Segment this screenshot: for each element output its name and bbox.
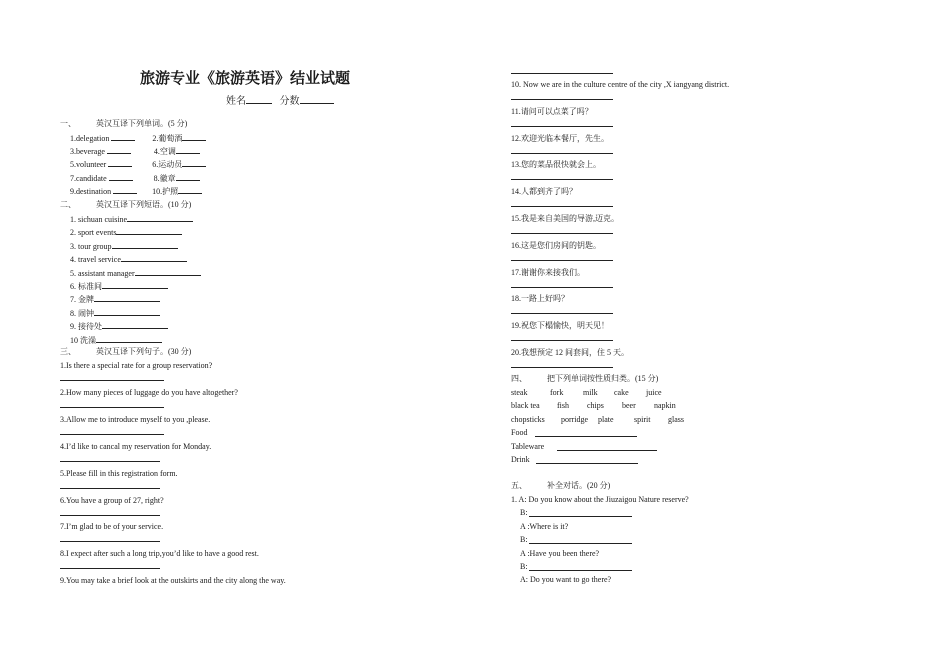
word-item: 9.destination xyxy=(70,187,112,196)
sentence-item: 3.Allow me to introduce myself to you ,please. xyxy=(60,414,211,424)
phrase-blank[interactable] xyxy=(121,253,187,262)
phrase-item: 7. 金牌 xyxy=(70,295,94,305)
category-blank[interactable] xyxy=(557,450,657,451)
sentence-item: 5.Please fill in this registration form. xyxy=(60,468,178,478)
bank-word: cake xyxy=(614,388,629,397)
dialogue-line: A :Have you been there? xyxy=(520,548,600,558)
category-blank[interactable] xyxy=(535,436,637,437)
answer-line[interactable] xyxy=(60,380,164,381)
sentence-item: 10. Now we are in the culture centre of the city ,X iangyang district. xyxy=(511,80,730,89)
sentence-item: 16.这是您们房间的钥匙。 xyxy=(511,240,601,250)
word-blank[interactable] xyxy=(176,172,200,181)
phrase-blank[interactable] xyxy=(96,334,162,343)
phrase-blank[interactable] xyxy=(102,280,168,289)
dialogue-blank[interactable] xyxy=(529,516,632,517)
phrase-item: 4. travel service xyxy=(70,255,121,265)
bank-word: fork xyxy=(550,388,564,397)
word-item: 6.运动员 xyxy=(152,160,183,169)
phrase-item: 1. sichuan cuisine xyxy=(70,215,128,224)
name-blank[interactable] xyxy=(246,94,272,104)
dialogue-line: A :Where is it? xyxy=(520,521,569,531)
bank-word: napkin xyxy=(654,401,676,410)
sentence-item: 6.You have a group of 27, right? xyxy=(60,495,164,505)
answer-line[interactable] xyxy=(60,515,160,516)
word-pair-row xyxy=(70,158,206,170)
bank-word: juice xyxy=(646,388,662,397)
phrase-row xyxy=(70,253,187,264)
category-blank[interactable] xyxy=(536,463,638,464)
sentence-item: 4.I’d like to cancal my reservation for Monday. xyxy=(60,441,212,451)
word-blank[interactable] xyxy=(111,132,135,141)
category-label: Drink xyxy=(511,455,530,464)
category-label: Tableware xyxy=(511,442,545,451)
bank-word: milk xyxy=(583,388,598,397)
answer-line[interactable] xyxy=(511,287,613,288)
word-blank[interactable] xyxy=(108,158,132,167)
phrase-row xyxy=(70,240,178,251)
section-4-heading: 四、 把下列单词按性质归类。(15 分) xyxy=(511,374,659,383)
answer-line[interactable] xyxy=(511,99,613,100)
phrase-item: 5. assistant manager xyxy=(70,268,135,278)
word-blank[interactable] xyxy=(178,185,202,194)
sentence-item: 9.You may take a brief look at the outskirts and the city along the way. xyxy=(60,576,286,586)
sentence-item: 1.Is there a special rate for a group reservation? xyxy=(60,361,213,370)
answer-line[interactable] xyxy=(60,488,160,489)
word-item: 2.葡萄酒 xyxy=(152,134,183,143)
sentence-item: 19.祝您下榻愉快，明天见！ xyxy=(511,321,609,331)
sentence-item: 18.一路上好吗？ xyxy=(511,294,569,304)
word-blank[interactable] xyxy=(109,172,133,181)
phrase-blank[interactable] xyxy=(135,267,201,276)
phrase-row xyxy=(70,320,168,332)
sentence-item: 11.请问可以点菜了吗？ xyxy=(511,106,593,116)
word-item: 1.delegation xyxy=(70,134,110,143)
phrase-row xyxy=(70,280,168,292)
bank-word: beer xyxy=(622,401,636,410)
phrase-blank[interactable] xyxy=(116,226,182,235)
answer-line[interactable] xyxy=(511,260,613,261)
word-item: 10.护照 xyxy=(152,187,179,196)
word-blank[interactable] xyxy=(107,145,131,154)
bank-word: spirit xyxy=(634,415,651,424)
sentence-item: 14.人都到齐了吗？ xyxy=(511,187,577,197)
word-pair-row xyxy=(70,145,200,157)
bank-word: plate xyxy=(598,415,614,424)
sentence-item: 15.我是来自美国的导游,迈克。 xyxy=(511,214,619,223)
word-blank[interactable] xyxy=(182,158,206,167)
sentence-item: 17.谢谢你来接我们。 xyxy=(511,267,585,277)
word-item: 8.徽章 xyxy=(153,174,176,183)
bank-word: chopsticks xyxy=(511,415,545,424)
answer-line[interactable] xyxy=(60,434,164,435)
word-pair-row xyxy=(70,132,206,144)
answer-line[interactable] xyxy=(511,367,613,368)
phrase-blank[interactable] xyxy=(127,213,193,222)
answer-line[interactable] xyxy=(60,541,160,542)
answer-line[interactable] xyxy=(511,73,613,74)
answer-line[interactable] xyxy=(60,407,164,408)
dialogue-line: 1. A: Do you know about the Jiuzaigou Nature reserve? xyxy=(511,495,689,504)
exam-title: 旅游专业《旅游英语》结业试题 xyxy=(140,69,351,87)
phrase-item: 3. tour group xyxy=(70,241,112,251)
word-item: 7.candidate xyxy=(70,174,107,183)
phrase-row xyxy=(70,213,193,224)
phrase-blank[interactable] xyxy=(112,240,178,249)
category-label: Food xyxy=(511,428,528,437)
sentence-item: 20.我想预定 12 间套间，住 5 天。 xyxy=(511,348,629,357)
bank-word: chips xyxy=(587,401,604,410)
bank-word: steak xyxy=(511,388,528,397)
sentence-item: 2.How many pieces of luggage do you have altogether? xyxy=(60,387,238,397)
bank-word: glass xyxy=(668,415,684,424)
word-item: 4.空调 xyxy=(153,147,176,156)
word-item: 3.beverage xyxy=(70,147,105,156)
phrase-row xyxy=(70,307,160,319)
phrase-row xyxy=(70,293,160,305)
phrase-row xyxy=(70,334,162,346)
phrase-item: 6. 标准间 xyxy=(70,282,102,291)
phrase-blank[interactable] xyxy=(94,307,160,316)
name-score-line xyxy=(226,92,334,107)
dialogue-line: B: xyxy=(520,535,528,545)
word-pair-row xyxy=(70,185,202,197)
dialogue-line: B: xyxy=(520,508,528,518)
word-blank[interactable] xyxy=(176,145,200,154)
dialogue-line: B: xyxy=(520,562,528,571)
phrase-item: 9. 接待处 xyxy=(70,322,102,332)
phrase-item: 2. sport events xyxy=(70,228,117,238)
name-label: 姓名 xyxy=(226,96,246,107)
section-5-heading: 五、 补全对话。(20 分) xyxy=(511,481,611,490)
score-blank[interactable] xyxy=(300,94,334,104)
sentence-item: 8.I expect after such a long trip,you’d like to have a good rest. xyxy=(60,549,259,559)
dialogue-blank[interactable] xyxy=(529,570,632,571)
word-pair-row xyxy=(70,172,200,184)
answer-line[interactable] xyxy=(511,179,613,180)
section-3-heading: 三、 英汉互译下列句子。(30 分) xyxy=(60,347,192,356)
answer-line[interactable] xyxy=(511,153,613,154)
phrase-blank[interactable] xyxy=(102,320,168,329)
answer-line[interactable] xyxy=(511,233,613,234)
word-blank[interactable] xyxy=(182,132,206,141)
section-1-heading: 一、 英汉互译下列单词。(5 分) xyxy=(60,119,188,128)
bank-word: fish xyxy=(557,401,569,410)
answer-line[interactable] xyxy=(511,126,613,127)
phrase-row xyxy=(70,267,201,278)
answer-line[interactable] xyxy=(60,568,160,569)
word-item: 5.volunteer xyxy=(70,160,107,169)
answer-line[interactable] xyxy=(511,206,613,207)
dialogue-line: A: Do you want to go there? xyxy=(520,575,612,585)
phrase-item: 8. 闹钟 xyxy=(70,308,94,318)
answer-line[interactable] xyxy=(511,313,613,314)
phrase-row xyxy=(70,226,182,237)
phrase-blank[interactable] xyxy=(94,293,160,302)
section-2-heading: 二、 英汉互译下列短语。(10 分) xyxy=(60,200,192,209)
answer-line[interactable] xyxy=(511,340,613,341)
bank-word: black tea xyxy=(511,401,540,410)
sentence-item: 12.欢迎光临本餐厅，先生。 xyxy=(511,133,609,143)
sentence-item: 7.I’m glad to be of your service. xyxy=(60,522,164,532)
answer-line[interactable] xyxy=(60,461,160,462)
word-blank[interactable] xyxy=(113,185,137,194)
sentence-item: 13.您的菜品很快就会上。 xyxy=(511,160,601,170)
score-label: 分数 xyxy=(279,96,300,107)
dialogue-blank[interactable] xyxy=(529,543,632,544)
phrase-item: 10 洗澡 xyxy=(70,335,96,345)
bank-word: porridge xyxy=(561,415,589,424)
